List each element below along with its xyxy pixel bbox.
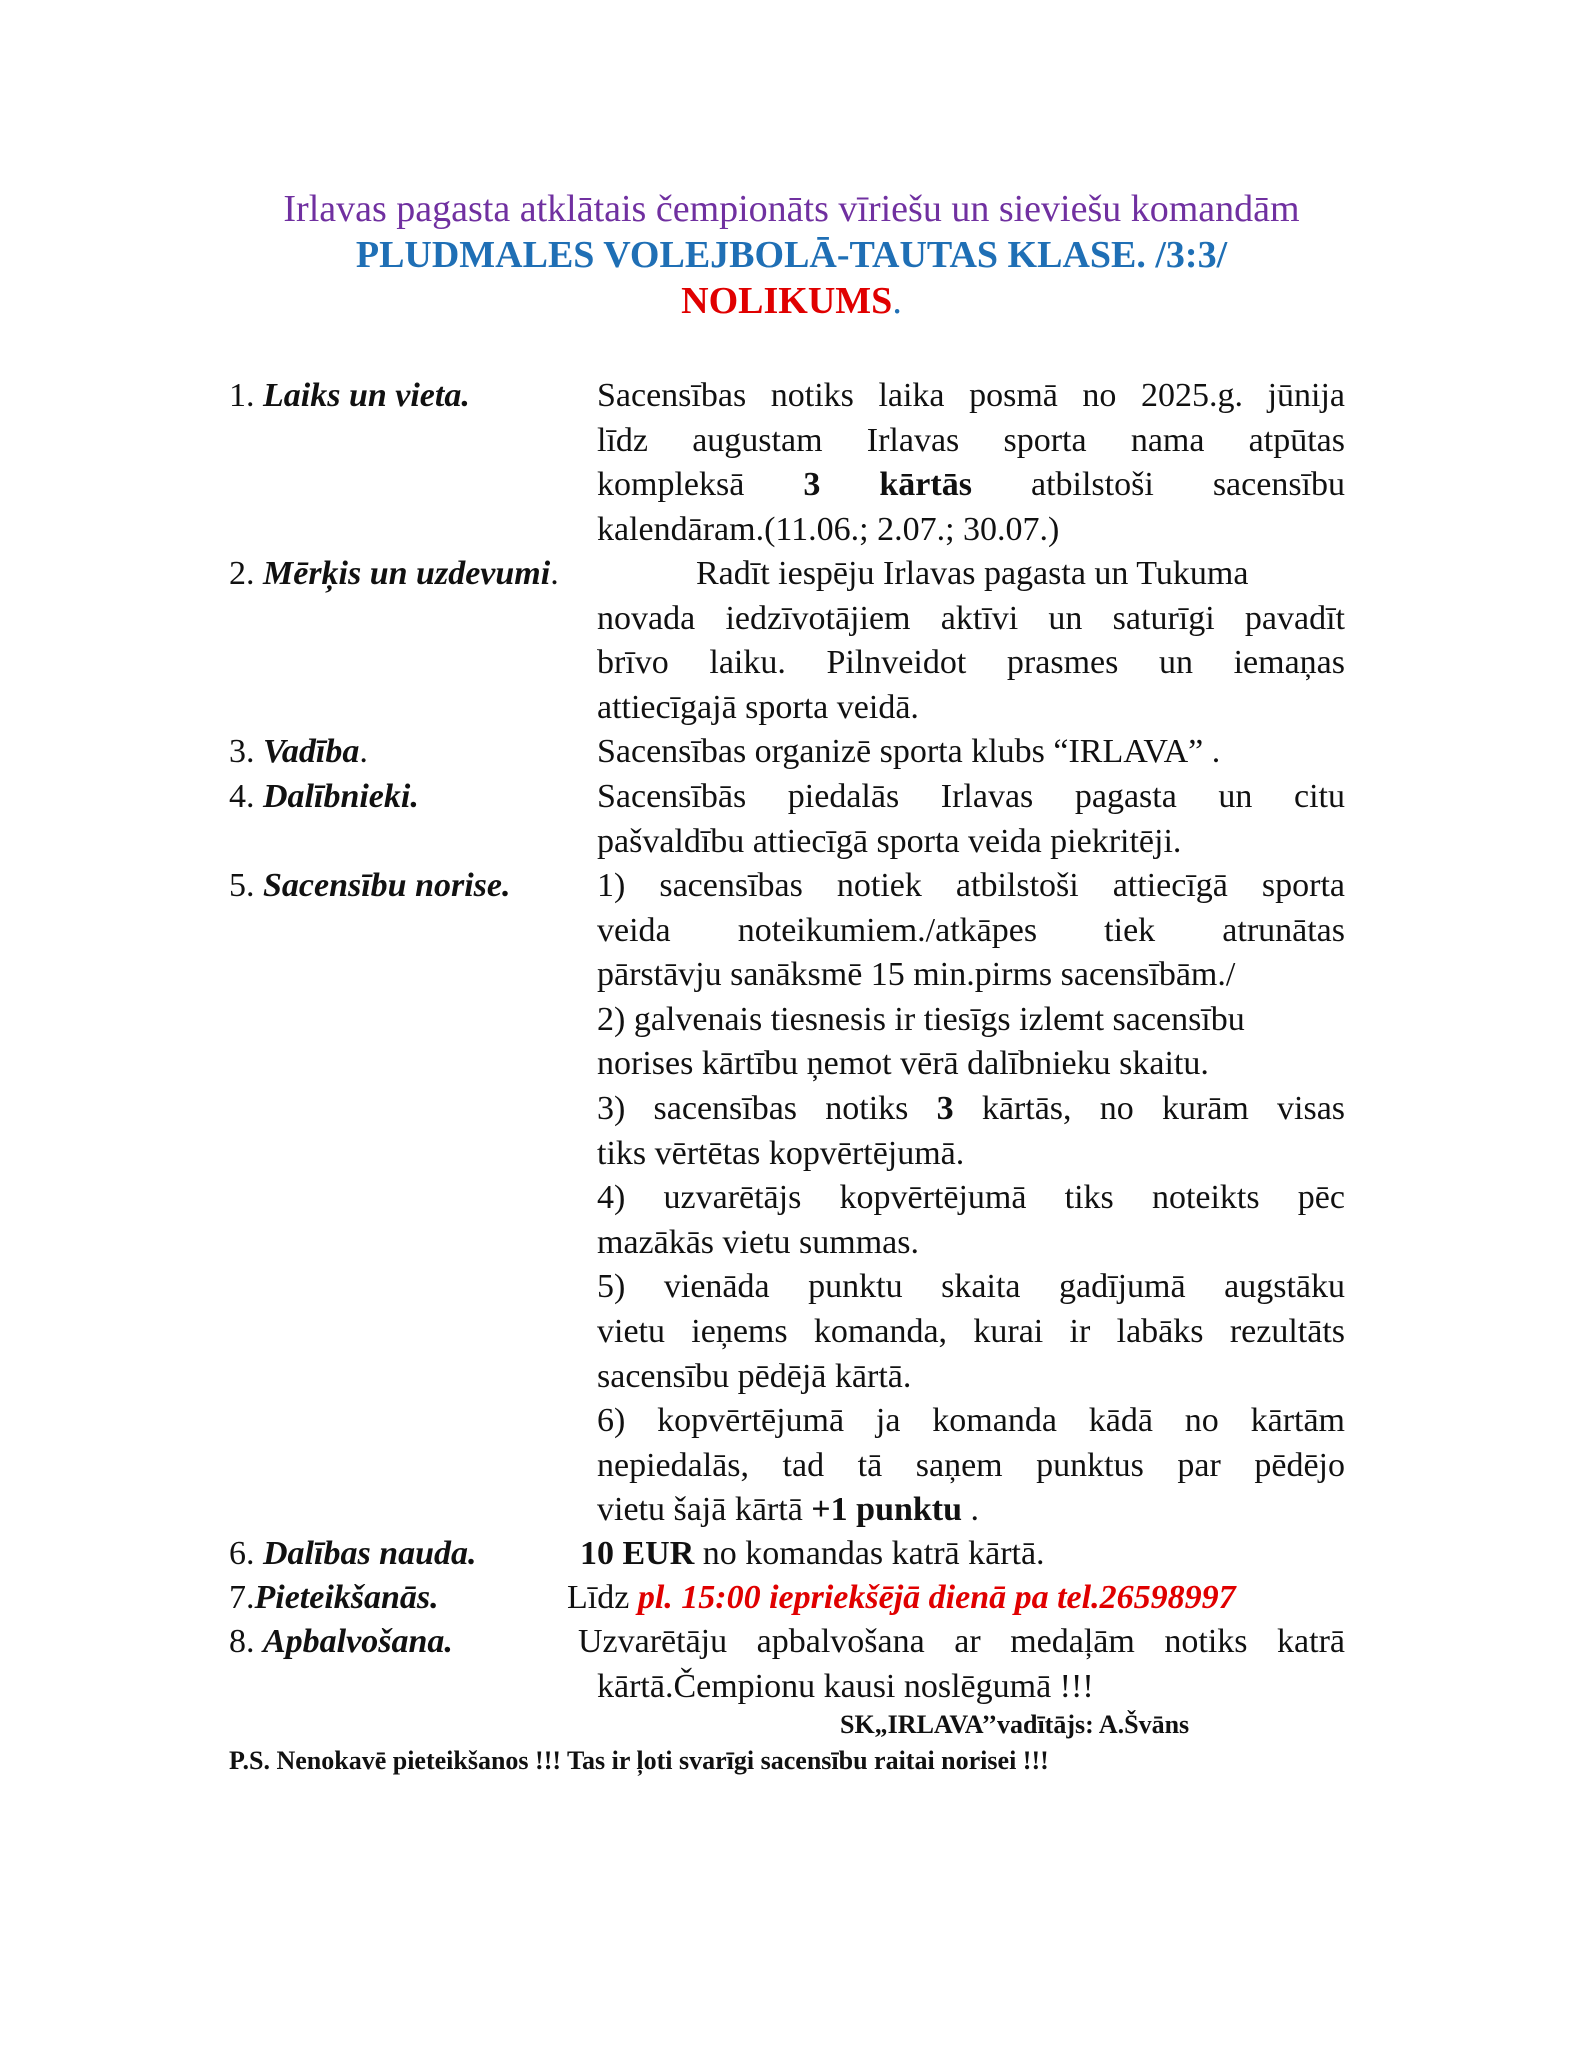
rule-3-line: tiks vērtētas kopvērtējumā. [597,1134,965,1172]
rule-3-count: 3 [936,1089,954,1127]
section-7-heading [229,1576,439,1620]
section-8-label: Apbalvošana. [263,1623,453,1660]
signature-line: SK„IRLAVA’’vadītājs: A.Švāns [840,1710,1190,1739]
rule-5-line: 5) vienāda punktu skaita gadījumā augstāku [597,1268,1345,1306]
section-4-body [597,775,1345,864]
rule-5-line: vietu ieņems komanda, kurai ir labāks rezultāts [597,1312,1345,1350]
rule-1-line: pārstāvju sanāksmē 15 min.pirms sacensībām./ [597,956,1236,994]
section-1-rounds: 3 kārtās [803,466,972,504]
registration-lead: Līdz [567,1579,630,1616]
section-4-number: 4. [229,778,263,815]
section-2-line: brīvo laiku. Pilnveidot prasmes un iemaņas [597,644,1345,682]
regulations-title-dot: . [892,280,902,322]
section-3-body [597,730,1345,775]
section-1-number: 1. [229,377,263,414]
rule-6-line: 6) kopvērtējumā ja komanda kādā no kārtām [597,1402,1345,1440]
rule-1-line: veida noteikumiem./atkāpes tiek atrunātas [597,911,1345,949]
rule-2-line: norises kārtību ņemot vērā dalībnieku skaitu. [597,1045,1209,1083]
section-5-body [597,864,1345,1533]
rule-4-line: 4) uzvarētājs kopvērtējumā tiks noteikts pēc [597,1179,1345,1217]
section-8-line: Uzvarētāju apbalvošana ar medaļām notiks katrā [578,1623,1345,1660]
section-8-body [578,1620,1345,1709]
regulations-title [0,278,1583,324]
section-2-dot: . [550,555,559,592]
section-3-heading [229,730,368,774]
section-6-body [580,1532,1045,1576]
section-5-number: 5. [229,867,263,904]
section-1-line: kalendāram.(11.06.; 2.07.; 30.07.) [597,510,1060,548]
section-2-number: 2. [229,555,263,592]
section-3-number: 3. [229,733,263,770]
section-1-text: kompleksā [597,466,745,504]
section-4-line: pašvaldību attiecīgā sporta veida piekritēji. [597,822,1182,860]
section-8-line: kārtā.Čempionu kausi noslēgumā !!! [597,1667,1094,1705]
section-4-label: Dalībnieki. [263,778,419,815]
rule-6-end: . [962,1491,980,1529]
section-1-body [597,374,1345,552]
section-2-heading [229,552,559,596]
section-4-line: Sacensībās piedalās Irlavas pagasta un citu [597,778,1345,815]
section-2-body [597,552,1345,730]
rule-3-text: 3) sacensības notiks [597,1089,909,1127]
registration-deadline: pl. 15:00 iepriekšējā dienā pa tel.26598997 [637,1579,1236,1616]
section-6-label: Dalības nauda. [263,1535,477,1572]
section-2-line: Radīt iespēju Irlavas pagasta un Tukuma [696,555,1249,592]
entry-fee-text: no komandas katrā kārtā. [694,1535,1045,1572]
rule-2-line: 2) galvenais tiesnesis ir tiesīgs izlemt sacensību [597,1000,1245,1038]
section-7-label: Pieteikšanās. [254,1579,439,1616]
section-8-number: 8. [229,1623,263,1660]
postscript: P.S. Nenokavē pieteikšanos !!! Tas ir ļoti svarīgi sacensību raitai norisei !!! [229,1746,1049,1775]
section-3-label: Vadība [263,733,360,770]
section-2-label: Mērķis un uzdevumi [263,555,551,592]
rule-6-bonus: +1 punktu [811,1491,963,1529]
section-7-body [567,1576,1236,1620]
section-5-heading [229,864,511,908]
section-1-line: līdz augustam Irlavas sporta nama atpūtas [597,421,1345,459]
section-1-line [597,463,1345,508]
rule-4-line: mazākās vietu summas. [597,1223,919,1261]
rule-6-text: vietu šajā kārtā [597,1491,803,1529]
championship-title: Irlavas pagasta atklātais čempionāts vīriešu un sieviešu komandām [283,188,1300,230]
section-6-number: 6. [229,1535,263,1572]
section-6-heading [229,1532,477,1576]
rule-1-line: 1) sacensības notiek atbilstoši attiecīgā sporta [597,867,1345,904]
sport-title: PLUDMALES VOLEJBOLĀ-TAUTAS KLASE. /3:3/ [355,234,1228,276]
regulations-title-text: NOLIKUMS [681,280,893,322]
section-7-number: 7. [229,1579,255,1616]
rule-3-text: kārtās, no kurām visas [981,1089,1346,1127]
section-8-heading [229,1620,453,1664]
section-1-line: Sacensības notiks laika posmā no 2025.g. jūnija [597,377,1345,414]
entry-fee-amount: 10 EUR [580,1535,695,1572]
rule-3-line [597,1087,1345,1132]
document-header [0,186,1583,324]
section-1-heading [229,374,470,418]
section-3-dot: . [359,733,368,770]
rule-5-line: sacensību pēdējā kārtā. [597,1357,912,1395]
rule-6-line: nepiedalās, tad tā saņem punktus par pēdējo [597,1446,1345,1484]
section-5-label: Sacensību norise. [263,867,511,904]
section-4-heading [229,775,419,819]
section-1-text: atbilstoši sacensību [1031,466,1346,504]
section-3-line: Sacensības organizē sporta klubs “IRLAVA” . [597,733,1221,770]
section-2-line: novada iedzīvotājiem aktīvi un saturīgi pavadīt [597,599,1345,637]
section-1-label: Laiks un vieta. [263,377,470,414]
rule-6-line [597,1488,1345,1533]
section-2-line: attiecīgajā sporta veidā. [597,688,919,726]
